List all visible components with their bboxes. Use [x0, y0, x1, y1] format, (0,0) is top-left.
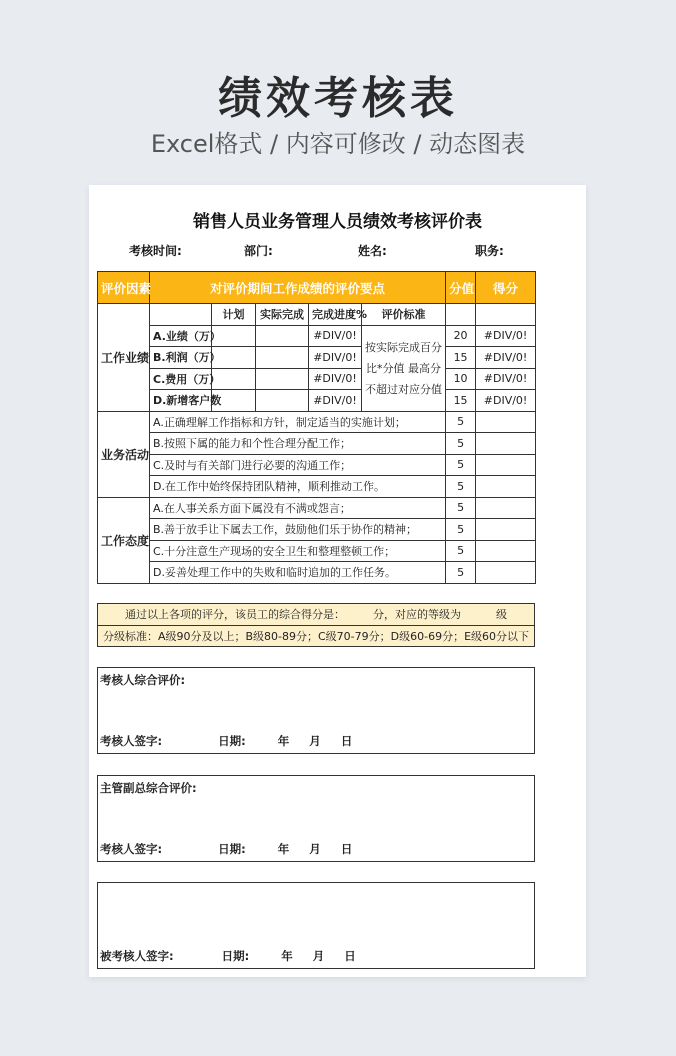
criterion-text: B.善于放手让下属去工作，鼓励他们乐于协作的精神；: [150, 519, 446, 541]
meta-time-label: 考核时间:: [129, 244, 182, 258]
item-label: D.新增客户数: [150, 390, 212, 412]
score-cell: 10: [446, 368, 476, 390]
criterion-text: D.在工作中始终保持团队精神，顺利推动工作。: [150, 476, 446, 498]
employee-sign-box[interactable]: [97, 882, 535, 969]
hero-subtitle: Excel格式 / 内容可修改 / 动态图表: [150, 130, 526, 158]
item-label: A.业绩（万）: [150, 325, 212, 347]
score-cell: 15: [446, 390, 476, 412]
table-row: [98, 476, 536, 498]
table-row: [98, 433, 536, 455]
reviewer-comment-box[interactable]: [97, 667, 535, 754]
sheet-title: 销售人员业务管理人员绩效考核评价表: [193, 212, 482, 232]
criterion-text: C.及时与有关部门进行必要的沟通工作；: [150, 454, 446, 476]
result-cell[interactable]: [476, 454, 536, 476]
result-cell: #DIV/0!: [476, 368, 536, 390]
criterion-text: C.十分注意生产现场的安全卫生和整理整顿工作；: [150, 540, 446, 562]
meta-position-label: 职务:: [475, 244, 504, 258]
summary-total-line: 通过以上各项的评分，该员工的综合得分是： 分，对应的等级为 级: [125, 608, 507, 621]
subheader-progress: 完成进度%: [309, 304, 362, 326]
criterion-text: B.按照下属的能力和个性合理分配工作；: [150, 433, 446, 455]
reviewer-signature-line: 考核人签字: 日期: 年 月 日: [100, 734, 353, 748]
table-row: [98, 325, 536, 347]
table-row: [98, 347, 536, 369]
criterion-text: A.正确理解工作指标和方针，制定适当的实施计划；: [150, 411, 446, 433]
criterion-text: A.在人事关系方面下属没有不满或怨言；: [150, 497, 446, 519]
score-cell: 15: [446, 347, 476, 369]
table-row: [98, 540, 536, 562]
result-cell: #DIV/0!: [476, 347, 536, 369]
score-cell: 5: [446, 476, 476, 498]
table-header-row: [98, 272, 536, 304]
standard-cell: 按实际完成百分比*分值 最高分不超过对应分值: [362, 325, 446, 411]
subheader-plan: 计划: [212, 304, 256, 326]
score-cell: 5: [446, 519, 476, 541]
vp-signature-line: 考核人签字: 日期: 年 月 日: [100, 842, 353, 856]
progress-cell: #DIV/0!: [309, 347, 362, 369]
evaluation-sheet: [89, 185, 586, 977]
progress-cell: #DIV/0!: [309, 325, 362, 347]
summary-grading-line: 分级标准：A级90分及以上；B级80-89分；C级70-79分；D级60-69分；E级60分以下: [98, 625, 534, 646]
result-cell[interactable]: [476, 562, 536, 584]
table-row: [98, 411, 536, 433]
score-cell: 5: [446, 562, 476, 584]
meta-dept-label: 部门:: [244, 244, 273, 258]
table-row: [98, 519, 536, 541]
hero-title: 绩效考核表: [218, 73, 458, 124]
result-cell: #DIV/0!: [476, 390, 536, 412]
header-factor: 评价因素: [98, 272, 150, 304]
meta-name-label: 姓名:: [358, 244, 387, 258]
actual-cell[interactable]: [256, 368, 309, 390]
item-label: C.费用（万）: [150, 368, 212, 390]
table-row: [98, 497, 536, 519]
header-score: 分值: [446, 272, 476, 304]
category-work-performance: 工作业绩: [98, 304, 150, 412]
vp-comment-box[interactable]: [97, 775, 535, 862]
actual-cell[interactable]: [256, 347, 309, 369]
result-cell[interactable]: [476, 497, 536, 519]
subheader-standard: 评价标准: [362, 304, 446, 326]
table-row: [98, 454, 536, 476]
header-result: 得分: [476, 272, 536, 304]
score-cell: 5: [446, 411, 476, 433]
score-cell: 5: [446, 454, 476, 476]
item-label: B.利润（万）: [150, 347, 212, 369]
score-cell: 5: [446, 540, 476, 562]
evaluation-table: [97, 271, 536, 584]
table-row: [98, 368, 536, 390]
criterion-text: D.妥善处理工作中的失败和临时追加的工作任务。: [150, 562, 446, 584]
table-row: [98, 390, 536, 412]
reviewer-comment-label: 考核人综合评价:: [100, 673, 186, 687]
score-cell: 5: [446, 497, 476, 519]
subheader-actual: 实际完成: [256, 304, 309, 326]
result-cell[interactable]: [476, 433, 536, 455]
result-cell[interactable]: [476, 476, 536, 498]
table-row: [98, 562, 536, 584]
actual-cell[interactable]: [256, 325, 309, 347]
score-cell: 20: [446, 325, 476, 347]
header-points: 对评价期间工作成绩的评价要点: [150, 272, 446, 304]
summary-box: [97, 603, 535, 647]
progress-cell: #DIV/0!: [309, 390, 362, 412]
result-cell[interactable]: [476, 519, 536, 541]
employee-signature-line: 被考核人签字: 日期: 年 月 日: [100, 949, 356, 963]
vp-comment-label: 主管副总综合评价:: [100, 781, 197, 795]
result-cell: #DIV/0!: [476, 325, 536, 347]
table-subheader-row: [98, 304, 536, 326]
progress-cell: #DIV/0!: [309, 368, 362, 390]
score-cell: 5: [446, 433, 476, 455]
actual-cell[interactable]: [256, 390, 309, 412]
category-business-activity: 业务活动: [98, 411, 150, 497]
category-work-attitude: 工作态度: [98, 497, 150, 583]
result-cell[interactable]: [476, 540, 536, 562]
result-cell[interactable]: [476, 411, 536, 433]
